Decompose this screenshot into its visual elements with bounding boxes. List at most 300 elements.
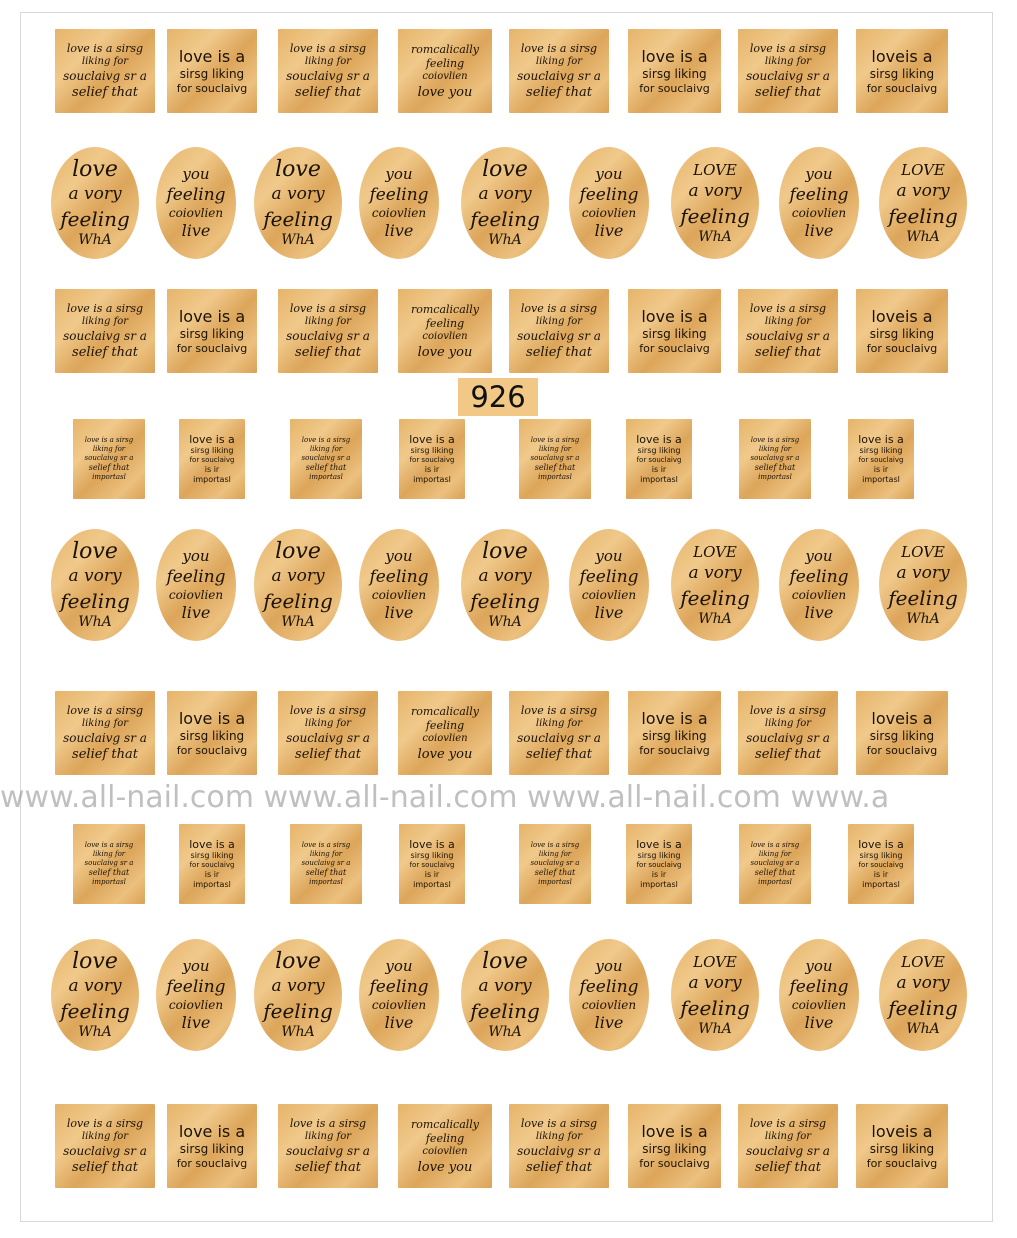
sticker-text-line: sirsg liking xyxy=(410,851,454,860)
sticker-text-line: love is a xyxy=(636,433,682,446)
sticker-text-line: importasl xyxy=(309,878,343,886)
sticker-text-line: sirsg liking xyxy=(190,446,234,455)
sticker-text-line: love is a sirsg xyxy=(520,1117,598,1130)
sticker-text-line: you xyxy=(182,547,210,565)
sticker-text-line: you xyxy=(805,957,833,975)
sticker-text-line: selief that xyxy=(305,868,347,877)
sticker-text-line: feeling xyxy=(888,203,958,228)
sticker-text-line: selief that xyxy=(88,463,130,472)
sticker-text-line: importasl xyxy=(413,880,451,889)
rect-sticker xyxy=(509,691,609,775)
sticker-text-line: souclaivg sr a xyxy=(750,859,800,867)
oval-sticker xyxy=(156,939,236,1051)
rect-sticker xyxy=(739,824,811,904)
sticker-text-line: liking for xyxy=(764,56,812,67)
sticker-text-line: love xyxy=(72,157,118,182)
sticker-text-line: love you xyxy=(417,1159,473,1175)
sticker-text-line: coiovlien xyxy=(168,206,224,220)
sticker-text-line: is ir xyxy=(424,465,440,474)
oval-sticker xyxy=(879,147,967,259)
sticker-text-line: importasl xyxy=(758,878,792,886)
rect-sticker xyxy=(167,691,257,775)
rect-sticker xyxy=(179,419,245,499)
rect-sticker xyxy=(399,419,465,499)
sticker-text-line: is ir xyxy=(651,870,667,879)
oval-sticker xyxy=(359,147,439,259)
sticker-text-line: is ir xyxy=(424,870,440,879)
sticker-text-line: importasl xyxy=(193,880,231,889)
sticker-text-line: liking for xyxy=(538,445,572,453)
sticker-text-line: romcalically xyxy=(410,1117,480,1131)
sticker-text-line: feeling xyxy=(60,589,130,613)
sticker-text-line: you xyxy=(595,547,623,565)
sticker-text-line: sirsg liking xyxy=(869,66,935,81)
sticker-text-line: love xyxy=(482,949,528,974)
sticker-text-line: importasl xyxy=(538,473,572,481)
sticker-text-line: romcalically xyxy=(410,302,480,316)
sticker-text-line: WhA xyxy=(281,614,315,630)
sticker-text-line: feeling xyxy=(789,567,849,587)
sticker-text-line: feeling xyxy=(888,995,958,1020)
sticker-text-line: love is a sirsg xyxy=(530,841,580,849)
sticker-text-line: selief that xyxy=(754,868,796,877)
sticker-text-line: love is a sirsg xyxy=(289,704,367,717)
sticker-text-line: coiovlien xyxy=(581,998,637,1012)
sticker-text-line: a vory xyxy=(896,972,950,993)
sticker-text-line: for souclaivg xyxy=(636,456,682,464)
sticker-text-line: feeling xyxy=(60,999,130,1023)
oval-sticker xyxy=(254,147,342,259)
sticker-text-line: a vory xyxy=(271,566,325,586)
sticker-text-line: for souclaivg xyxy=(176,1156,248,1170)
sticker-text-line: liking for xyxy=(535,718,583,729)
sticker-text-line: for souclaivg xyxy=(189,456,235,464)
sticker-text-line: importasl xyxy=(92,878,126,886)
sticker-text-line: souclaivg sr a xyxy=(63,1144,147,1158)
sticker-text-line: selief that xyxy=(295,345,361,360)
sticker-text-line: love is a sirsg xyxy=(289,1117,367,1130)
sticker-text-line: love is a xyxy=(858,838,904,851)
sticker-text-line: you xyxy=(385,957,413,975)
sticker-text-line: live xyxy=(181,1013,211,1032)
sticker-text-line: a vory xyxy=(478,184,532,204)
oval-sticker xyxy=(461,529,549,641)
sticker-text-line: liking for xyxy=(81,56,129,67)
sticker-text-line: you xyxy=(595,957,623,975)
sticker-text-line: importasl xyxy=(538,878,572,886)
sticker-text-line: loveis a xyxy=(871,306,933,326)
sticker-text-line: for souclaivg xyxy=(639,743,710,757)
rect-sticker xyxy=(626,824,692,904)
sticker-text-line: coiovlien xyxy=(422,732,468,744)
oval-sticker xyxy=(51,529,139,641)
sticker-text-line: WhA xyxy=(488,232,522,248)
sticker-text-line: WhA xyxy=(488,1024,522,1040)
sticker-text-line: sirsg liking xyxy=(869,326,935,341)
sticker-text-line: WhA xyxy=(906,610,940,627)
rect-sticker xyxy=(519,419,591,499)
sticker-text-line: selief that xyxy=(295,1160,361,1175)
sticker-text-line: for souclaivg xyxy=(866,1156,938,1170)
rect-sticker xyxy=(55,691,155,775)
sticker-text-line: selief that xyxy=(755,747,821,762)
sticker-text-line: live xyxy=(804,221,834,240)
sticker-text-line: feeling xyxy=(60,207,130,231)
sticker-text-line: liking for xyxy=(764,316,812,327)
rect-sticker xyxy=(739,419,811,499)
rect-sticker xyxy=(628,29,721,113)
sticker-text-line: for souclaivg xyxy=(176,341,248,355)
sticker-text-line: romcalically xyxy=(410,704,480,718)
sticker-text-line: feeling xyxy=(579,567,639,587)
sticker-text-line: feeling xyxy=(470,999,540,1023)
oval-sticker xyxy=(254,939,342,1051)
sticker-text-line: liking for xyxy=(309,850,343,858)
sticker-text-line: for souclaivg xyxy=(639,1156,710,1170)
rect-sticker xyxy=(55,29,155,113)
sticker-text-line: liking for xyxy=(309,445,343,453)
sticker-text-line: you xyxy=(805,165,833,183)
sticker-text-line: feeling xyxy=(263,207,333,231)
sticker-text-line: selief that xyxy=(72,1160,138,1175)
sticker-text-line: for souclaivg xyxy=(866,81,938,95)
sticker-text-line: love is a xyxy=(641,708,708,728)
rect-sticker xyxy=(856,289,948,373)
sticker-text-line: souclaivg sr a xyxy=(746,731,830,745)
sticker-text-line: love is a sirsg xyxy=(530,436,580,444)
sticker-text-line: a vory xyxy=(271,184,325,204)
rect-sticker xyxy=(73,824,145,904)
rect-sticker xyxy=(848,419,914,499)
sticker-text-line: you xyxy=(182,957,210,975)
sticker-text-line: liking for xyxy=(81,316,129,327)
sticker-text-line: love is a xyxy=(189,838,235,851)
oval-sticker xyxy=(779,529,859,641)
sticker-text-line: for souclaivg xyxy=(189,861,235,869)
sticker-text-line: a vory xyxy=(478,566,532,586)
sticker-text-line: feeling xyxy=(579,185,639,205)
sticker-text-line: selief that xyxy=(755,345,821,360)
sticker-text-line: souclaivg sr a xyxy=(530,859,580,867)
sticker-text-line: selief that xyxy=(72,747,138,762)
oval-sticker xyxy=(51,147,139,259)
sticker-text-line: importasl xyxy=(413,475,451,484)
sticker-text-line: a vory xyxy=(68,566,122,586)
sticker-text-line: WhA xyxy=(78,232,112,248)
sticker-text-line: LOVE xyxy=(693,160,737,179)
sticker-text-line: LOVE xyxy=(901,542,945,561)
rect-sticker xyxy=(738,29,838,113)
sticker-text-line: souclaivg sr a xyxy=(746,69,830,83)
sticker-text-line: coiovlien xyxy=(791,998,847,1012)
sticker-text-line: feeling xyxy=(425,56,465,70)
sticker-text-line: love xyxy=(72,539,118,564)
sticker-text-line: selief that xyxy=(755,1160,821,1175)
sticker-text-line: love xyxy=(482,539,528,564)
sticker-text-line: selief that xyxy=(534,868,576,877)
oval-sticker xyxy=(461,939,549,1051)
sticker-text-line: feeling xyxy=(680,203,750,228)
rect-sticker xyxy=(167,289,257,373)
nail-sticker-sheet xyxy=(20,12,993,1222)
rect-sticker xyxy=(398,691,492,775)
sticker-text-line: selief that xyxy=(526,747,592,762)
sticker-text-line: liking for xyxy=(92,850,126,858)
sticker-text-line: LOVE xyxy=(901,952,945,971)
sticker-text-line: sirsg liking xyxy=(179,66,245,81)
sticker-text-line: for souclaivg xyxy=(866,743,938,757)
sticker-text-line: selief that xyxy=(295,747,361,762)
sticker-text-line: coiovlien xyxy=(422,330,468,342)
sticker-text-line: souclaivg sr a xyxy=(530,454,580,462)
oval-sticker xyxy=(156,147,236,259)
sticker-text-line: for souclaivg xyxy=(636,861,682,869)
oval-sticker xyxy=(569,939,649,1051)
sticker-text-line: liking for xyxy=(535,1131,583,1142)
rect-sticker xyxy=(278,289,378,373)
sticker-text-line: love is a sirsg xyxy=(749,302,827,315)
sticker-text-line: souclaivg sr a xyxy=(746,329,830,343)
rect-sticker xyxy=(290,824,362,904)
sticker-text-line: love is a sirsg xyxy=(289,302,367,315)
sticker-text-line: love is a sirsg xyxy=(66,1117,144,1130)
sticker-text-line: souclaivg sr a xyxy=(63,731,147,745)
sticker-text-line: feeling xyxy=(680,995,750,1020)
sticker-text-line: selief that xyxy=(754,463,796,472)
sticker-text-line: importasl xyxy=(92,473,126,481)
sticker-text-line: for souclaivg xyxy=(866,341,938,355)
sticker-text-line: coiovlien xyxy=(371,206,427,220)
sticker-text-line: love is a xyxy=(858,433,904,446)
sticker-text-line: for souclaivg xyxy=(176,81,248,95)
rect-sticker xyxy=(290,419,362,499)
rect-sticker xyxy=(179,824,245,904)
sticker-text-line: is ir xyxy=(873,870,889,879)
sticker-text-line: love is a sirsg xyxy=(520,302,598,315)
sticker-text-line: coiovlien xyxy=(168,998,224,1012)
sticker-text-line: liking for xyxy=(764,1131,812,1142)
sticker-text-line: souclaivg sr a xyxy=(63,69,147,83)
oval-sticker xyxy=(779,147,859,259)
sticker-text-line: a vory xyxy=(688,180,742,201)
sticker-text-line: importasl xyxy=(862,880,900,889)
sticker-text-line: feeling xyxy=(470,589,540,613)
sticker-text-line: live xyxy=(384,1013,414,1032)
sticker-text-line: love is a sirsg xyxy=(749,42,827,55)
sticker-text-line: WhA xyxy=(78,614,112,630)
sticker-text-line: feeling xyxy=(789,977,849,997)
rect-sticker xyxy=(278,1104,378,1188)
sticker-text-line: souclaivg sr a xyxy=(84,859,134,867)
rect-sticker xyxy=(55,289,155,373)
sticker-text-line: liking for xyxy=(81,718,129,729)
sticker-text-line: selief that xyxy=(72,85,138,100)
sticker-text-line: love is a xyxy=(178,1121,246,1141)
sticker-text-line: WhA xyxy=(698,1020,732,1037)
rect-sticker xyxy=(398,29,492,113)
oval-sticker xyxy=(671,939,759,1051)
sticker-text-line: importasl xyxy=(758,473,792,481)
sticker-text-line: love is a sirsg xyxy=(289,42,367,55)
sticker-text-line: sirsg liking xyxy=(642,1141,707,1156)
sticker-text-line: souclaivg sr a xyxy=(746,1144,830,1158)
sticker-text-line: selief that xyxy=(72,345,138,360)
sticker-text-line: WhA xyxy=(906,1020,940,1037)
sticker-text-line: LOVE xyxy=(901,160,945,179)
sticker-text-line: love xyxy=(275,157,321,182)
rect-sticker xyxy=(398,1104,492,1188)
sticker-text-line: liking for xyxy=(304,1131,352,1142)
sticker-text-line: love is a sirsg xyxy=(749,1117,827,1130)
rect-sticker xyxy=(856,1104,948,1188)
rect-sticker xyxy=(278,691,378,775)
rect-sticker xyxy=(509,1104,609,1188)
oval-sticker xyxy=(156,529,236,641)
sticker-text-line: a vory xyxy=(896,180,950,201)
sticker-text-line: sirsg liking xyxy=(637,851,681,860)
sticker-text-line: coiovlien xyxy=(581,588,637,602)
rect-sticker xyxy=(738,691,838,775)
sticker-text-line: feeling xyxy=(425,316,465,330)
sticker-text-line: coiovlien xyxy=(168,588,224,602)
sticker-text-line: feeling xyxy=(888,585,958,610)
sticker-text-line: liking for xyxy=(304,316,352,327)
sticker-text-line: loveis a xyxy=(871,46,933,66)
sticker-text-line: for souclaivg xyxy=(858,456,904,464)
sticker-text-line: sirsg liking xyxy=(859,851,903,860)
sticker-text-line: love is a sirsg xyxy=(84,436,134,444)
sticker-text-line: feeling xyxy=(369,185,429,205)
sticker-text-line: love you xyxy=(417,746,473,762)
sticker-text-line: live xyxy=(594,1013,624,1032)
sticker-text-line: feeling xyxy=(166,185,226,205)
rect-sticker xyxy=(738,289,838,373)
sticker-text-line: souclaivg sr a xyxy=(301,454,351,462)
sticker-text-line: sirsg liking xyxy=(869,1141,935,1156)
rect-sticker xyxy=(167,29,257,113)
sticker-text-line: love is a sirsg xyxy=(750,841,800,849)
sticker-text-line: selief that xyxy=(526,1160,592,1175)
oval-sticker xyxy=(51,939,139,1051)
sticker-text-line: souclaivg sr a xyxy=(84,454,134,462)
sticker-text-line: WhA xyxy=(281,232,315,248)
sticker-text-line: WhA xyxy=(281,1024,315,1040)
sticker-text-line: liking for xyxy=(92,445,126,453)
sticker-text-line: sirsg liking xyxy=(190,851,234,860)
sticker-text-line: live xyxy=(181,603,211,622)
rect-sticker xyxy=(55,1104,155,1188)
sticker-text-line: sirsg liking xyxy=(642,728,707,743)
sticker-text-line: a vory xyxy=(271,976,325,996)
oval-sticker xyxy=(569,529,649,641)
sticker-text-line: selief that xyxy=(755,85,821,100)
sticker-text-line: love you xyxy=(417,84,473,100)
sticker-text-line: liking for xyxy=(81,1131,129,1142)
sticker-text-line: love xyxy=(275,949,321,974)
sticker-text-line: selief that xyxy=(88,868,130,877)
sticker-text-line: feeling xyxy=(425,718,465,732)
sticker-text-line: a vory xyxy=(688,562,742,583)
sticker-text-line: souclaivg sr a xyxy=(517,329,601,343)
rect-sticker xyxy=(509,29,609,113)
sticker-text-line: love xyxy=(275,539,321,564)
sticker-text-line: is ir xyxy=(204,870,220,879)
rect-sticker xyxy=(626,419,692,499)
sticker-text-line: liking for xyxy=(535,56,583,67)
sticker-text-line: love is a sirsg xyxy=(750,436,800,444)
sticker-text-line: a vory xyxy=(478,976,532,996)
rect-sticker xyxy=(167,1104,257,1188)
sticker-text-line: for souclaivg xyxy=(858,861,904,869)
sticker-text-line: for souclaivg xyxy=(639,81,710,95)
sticker-text-line: is ir xyxy=(873,465,889,474)
sticker-text-line: liking for xyxy=(304,56,352,67)
sticker-text-line: love is a xyxy=(178,46,246,66)
rect-sticker xyxy=(73,419,145,499)
sticker-text-line: you xyxy=(385,547,413,565)
sticker-text-line: love is a sirsg xyxy=(66,302,144,315)
sticker-text-line: sirsg liking xyxy=(179,728,245,743)
sticker-text-line: importasl xyxy=(640,880,678,889)
sticker-text-line: souclaivg sr a xyxy=(517,69,601,83)
sticker-text-line: feeling xyxy=(263,999,333,1023)
sticker-text-line: liking for xyxy=(535,316,583,327)
sticker-text-line: coiovlien xyxy=(581,206,637,220)
sticker-text-line: live xyxy=(804,603,834,622)
oval-sticker xyxy=(879,939,967,1051)
sticker-text-line: WhA xyxy=(698,610,732,627)
sticker-text-line: sirsg liking xyxy=(859,446,903,455)
sticker-text-line: a vory xyxy=(896,562,950,583)
sticker-text-line: coiovlien xyxy=(791,206,847,220)
sticker-text-line: selief that xyxy=(295,85,361,100)
sticker-text-line: loveis a xyxy=(871,708,933,728)
sticker-text-line: love is a xyxy=(189,433,235,446)
oval-sticker xyxy=(671,147,759,259)
sticker-text-line: importasl xyxy=(640,475,678,484)
sticker-text-line: you xyxy=(182,165,210,183)
sticker-text-line: souclaivg sr a xyxy=(517,1144,601,1158)
sticker-text-line: sirsg liking xyxy=(642,326,707,341)
sticker-text-line: sirsg liking xyxy=(869,728,935,743)
oval-sticker xyxy=(359,529,439,641)
sticker-text-line: LOVE xyxy=(693,952,737,971)
sticker-text-line: love is a xyxy=(178,306,246,326)
sticker-text-line: feeling xyxy=(369,567,429,587)
sticker-text-line: souclaivg sr a xyxy=(750,454,800,462)
sticker-text-line: coiovlien xyxy=(422,1145,468,1157)
sticker-text-line: you xyxy=(805,547,833,565)
sticker-text-line: liking for xyxy=(304,718,352,729)
sticker-text-line: importasl xyxy=(862,475,900,484)
sticker-text-line: love xyxy=(482,157,528,182)
rect-sticker xyxy=(628,691,721,775)
sticker-text-line: liking for xyxy=(538,850,572,858)
sheet-number-label: 926 xyxy=(458,378,538,416)
sticker-text-line: feeling xyxy=(579,977,639,997)
rect-sticker xyxy=(856,29,948,113)
sticker-text-line: love is a sirsg xyxy=(520,704,598,717)
oval-sticker xyxy=(879,529,967,641)
sticker-text-line: sirsg liking xyxy=(179,326,245,341)
sticker-text-line: love is a sirsg xyxy=(66,704,144,717)
sticker-text-line: love is a sirsg xyxy=(301,436,351,444)
rect-sticker xyxy=(738,1104,838,1188)
sticker-text-line: WhA xyxy=(698,228,732,245)
oval-sticker xyxy=(671,529,759,641)
sticker-text-line: love is a xyxy=(636,838,682,851)
sticker-text-line: love is a xyxy=(641,1121,708,1141)
